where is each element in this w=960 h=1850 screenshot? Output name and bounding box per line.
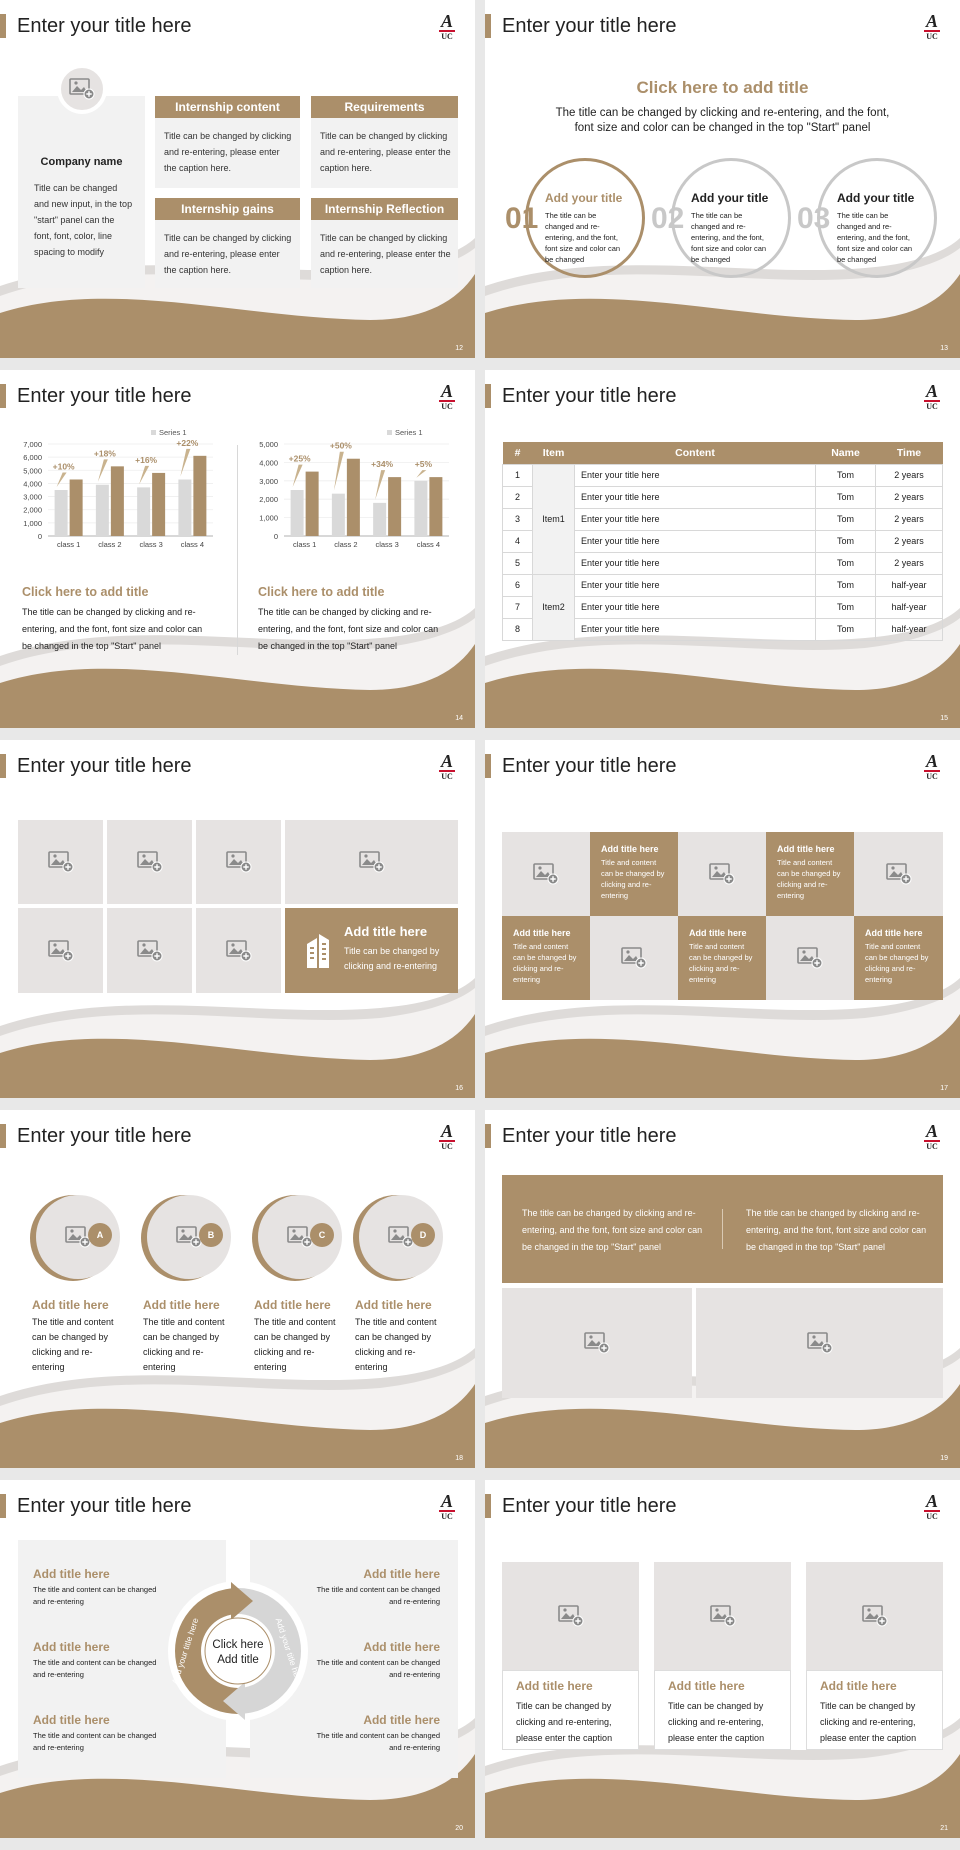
image-placeholder[interactable] [196, 820, 281, 904]
info-tile [766, 832, 854, 916]
feature-number: 03 [797, 202, 831, 235]
tile-text: Title and content can be changed by clicking and re-entering [601, 858, 665, 900]
tile-text: Title and content can be changed by clicking and re-entering [689, 942, 753, 984]
image-placeholder[interactable] [502, 832, 590, 916]
x-tick-label: class 2 [98, 540, 122, 549]
point-title: Add title here [33, 1567, 110, 1581]
chart-heading: Click here to add title [258, 585, 385, 599]
letter-badge: A [88, 1223, 112, 1247]
image-placeholder-icon [862, 1605, 888, 1627]
y-tick-label: 7,000 [23, 440, 42, 449]
image-placeholder-icon [886, 863, 912, 885]
bar [388, 477, 401, 536]
point-text: The title and content can be changed and re-entering [316, 1585, 440, 1606]
image-placeholder[interactable] [854, 832, 943, 916]
x-tick-label: class 4 [180, 540, 205, 549]
y-tick-label: 3,000 [259, 476, 278, 486]
table-row: 8 Enter your title here Tom half-year [503, 618, 943, 640]
image-placeholder-icon [558, 1605, 584, 1627]
page-number: 15 [940, 715, 948, 722]
table-row: 3 Enter your title here Tom 2 years [503, 508, 943, 530]
legend-swatch [387, 430, 392, 435]
table-row: 1 Item1 Enter your title here Tom 2 years [503, 464, 943, 486]
image-placeholder[interactable] [678, 832, 766, 916]
card-text: Title can be changed by clicking and re-entering, please enter the caption here. [320, 233, 451, 275]
y-tick-label: 4,000 [23, 479, 42, 489]
decorative-wave [0, 978, 475, 1098]
section-subtitle: The title can be changed by clicking and re-entering, and the font, font size and color can be changed in the top "Start" panel [555, 107, 890, 134]
image-placeholder-icon [709, 863, 735, 885]
page-number: 20 [455, 1825, 463, 1832]
slide-title: Enter your title here [0, 384, 192, 408]
bar [291, 490, 304, 536]
trend-arrow [57, 472, 67, 487]
y-tick-label: 1,000 [259, 513, 278, 523]
group-label: Item2 [533, 574, 575, 640]
page-number: 21 [940, 1825, 948, 1832]
highlight-box [285, 908, 458, 993]
feature-text: The title can be changed and re-entering, and the font, font size and color can be changed [545, 211, 621, 264]
item-title: Add title here [143, 1298, 220, 1312]
card-title: Add title here [668, 1679, 745, 1693]
highlight-text: Title can be changed by clicking and re-entering [344, 946, 440, 971]
tile-title: Add title here [865, 928, 923, 938]
card-caption [806, 1670, 943, 1750]
item-text: The title and content can be changed by clicking and re-entering [32, 1317, 114, 1372]
slide-title: Enter your title here [485, 14, 677, 38]
slide-12[interactable] [0, 0, 475, 358]
trend-arrow [293, 465, 303, 487]
table-row: 6 Item2 Enter your title here Tom half-year [503, 574, 943, 596]
logo: A UC [440, 11, 453, 41]
slide-16[interactable] [0, 740, 475, 1098]
point-title: Add title here [33, 1713, 110, 1727]
banner-divider [722, 1209, 723, 1249]
feature-number: 01 [505, 202, 539, 235]
slide-title: Enter your title here [0, 754, 192, 778]
image-placeholder-icon [226, 851, 252, 873]
bar-chart [244, 426, 459, 556]
y-tick-label: 4,000 [259, 458, 278, 468]
arc-label-right: Add your title here [273, 1616, 305, 1686]
image-placeholder-icon [533, 863, 559, 885]
page-number: 18 [455, 1455, 463, 1462]
text-banner [502, 1175, 943, 1283]
tile-title: Add title here [513, 928, 571, 938]
table-row: 5 Enter your title here Tom 2 years [503, 552, 943, 574]
growth-annotation: +5% [414, 459, 432, 470]
page-number: 12 [455, 345, 463, 352]
chart-heading: Click here to add title [22, 585, 149, 599]
logo: A UC [925, 381, 938, 411]
image-placeholder-icon [359, 851, 385, 873]
card-title: Add title here [516, 1679, 593, 1693]
growth-annotation: +16% [135, 454, 158, 465]
tile-title: Add title here [777, 844, 835, 854]
feature-title: Add your title [545, 191, 623, 205]
growth-annotation: +25% [288, 453, 311, 464]
column-header: Name [816, 442, 876, 464]
info-tile [678, 916, 766, 1000]
column-header: Item [533, 442, 575, 464]
logo: A UC [925, 1121, 938, 1151]
slide-title: Enter your title here [0, 1124, 192, 1148]
section-heading: Click here to add title [636, 78, 809, 97]
image-placeholder-icon [65, 1226, 91, 1248]
bar [373, 503, 386, 536]
image-placeholder-icon [797, 947, 823, 969]
item-text: The title and content can be changed by clicking and re-entering [254, 1317, 336, 1372]
table-row: 4 Enter your title here Tom 2 years [503, 530, 943, 552]
image-placeholder[interactable] [806, 1562, 943, 1670]
item-title: Add title here [254, 1298, 331, 1312]
x-tick-label: class 4 [416, 540, 441, 549]
logo: A UC [440, 1491, 453, 1521]
point-text: The title and content can be changed and re-entering [316, 1658, 440, 1679]
logo: A UC [440, 381, 453, 411]
page-number: 16 [455, 1085, 463, 1092]
image-placeholder-icon [48, 940, 74, 962]
logo: A UC [440, 1121, 453, 1151]
bar [306, 472, 319, 536]
card-title: Internship gains [155, 198, 300, 220]
letter-badge: B [199, 1223, 223, 1247]
bar [429, 477, 442, 536]
item-text: The title and content can be changed by clicking and re-entering [143, 1317, 225, 1372]
image-placeholder-icon [584, 1332, 610, 1354]
image-placeholder-icon [137, 940, 163, 962]
highlight-title: Add title here [344, 924, 428, 939]
image-placeholder-icon [69, 78, 95, 100]
feature-number: 02 [651, 202, 685, 235]
image-placeholder[interactable] [502, 1288, 692, 1398]
column-header: # [503, 442, 533, 464]
arc-label-left: Add your title here [169, 1616, 201, 1686]
legend-label: Series 1 [395, 428, 423, 437]
image-placeholder-icon [388, 1226, 414, 1248]
image-placeholder-icon [137, 851, 163, 873]
slide-title: Enter your title here [0, 14, 192, 38]
logo: A UC [925, 11, 938, 41]
item-text: The title and content can be changed by clicking and re-entering [355, 1317, 437, 1372]
card-caption [502, 1670, 639, 1750]
slide-20[interactable] [0, 1480, 475, 1838]
image-placeholder[interactable] [107, 908, 192, 993]
bar [332, 494, 345, 536]
tile-text: Title and content can be changed by clicking and re-entering [865, 942, 929, 984]
card-title: Internship content [155, 96, 300, 118]
bar [152, 473, 165, 536]
y-tick-label: 0 [273, 532, 278, 541]
info-tile [590, 832, 678, 916]
logo: A UC [440, 751, 453, 781]
point-text: The title and content can be changed and re-entering [33, 1731, 157, 1752]
column-header: Time [876, 442, 943, 464]
company-text: Title can be changed and new input, in the top "start" panel can the font, font, color, line spacing to modify [34, 183, 133, 257]
company-name: Company name [40, 156, 123, 168]
x-tick-label: class 1 [292, 540, 317, 549]
slide-title: Enter your title here [485, 1124, 677, 1148]
image-placeholder-icon [226, 940, 252, 962]
slide-19[interactable] [485, 1110, 960, 1468]
building-icon [303, 930, 333, 970]
point-title: Add title here [363, 1640, 440, 1654]
slide-title: Enter your title here [0, 1494, 192, 1518]
feature-text: The title can be changed and re-entering, and the font, font size and color can be changed [837, 211, 913, 264]
card-title: Add title here [820, 1679, 897, 1693]
image-placeholder[interactable] [590, 916, 678, 1000]
slide-title: Enter your title here [485, 384, 677, 408]
point-title: Add title here [363, 1567, 440, 1581]
image-placeholder-icon [621, 947, 647, 969]
cycle-center-label: Click here Add title [212, 1639, 264, 1666]
growth-annotation: +34% [371, 459, 394, 470]
bar [96, 485, 109, 536]
trend-arrow [180, 449, 190, 477]
y-tick-label: 6,000 [23, 453, 42, 463]
banner-text: The title can be changed by clicking and re-entering, and the font, font size and color can be changed in the top "Start" panel [522, 1208, 703, 1252]
growth-annotation: +18% [93, 448, 116, 459]
growth-annotation: +22% [176, 437, 199, 448]
image-placeholder[interactable] [696, 1288, 943, 1398]
y-tick-label: 5,000 [259, 440, 278, 449]
point-title: Add title here [363, 1713, 440, 1727]
page-number: 17 [940, 1085, 948, 1092]
image-placeholder[interactable] [285, 820, 458, 904]
letter-badge: C [310, 1223, 334, 1247]
banner-text: The title can be changed by clicking and re-entering, and the font, font size and color can be changed in the top "Start" panel [746, 1208, 927, 1252]
slide-15[interactable] [485, 370, 960, 728]
item-title: Add title here [32, 1298, 109, 1312]
info-tile [502, 916, 590, 1000]
logo: A UC [925, 1491, 938, 1521]
y-tick-label: 1,000 [23, 518, 42, 528]
slide-21[interactable] [485, 1480, 960, 1838]
card-title: Internship Reflection [311, 198, 458, 220]
card-text: Title can be changed by clicking and re-entering, please enter the caption [668, 1701, 765, 1743]
divider [237, 445, 238, 655]
bar [414, 481, 427, 536]
image-placeholder-icon [176, 1226, 202, 1248]
x-tick-label: class 3 [139, 540, 163, 549]
bar [55, 490, 68, 536]
slide-13[interactable] [485, 0, 960, 358]
growth-annotation: +10% [52, 461, 75, 472]
x-tick-label: class 2 [334, 540, 358, 549]
image-placeholder[interactable] [502, 1562, 639, 1670]
point-text: The title and content can be changed and re-entering [33, 1658, 157, 1679]
bar [178, 479, 191, 536]
image-placeholder[interactable] [196, 908, 281, 993]
card-text: Title can be changed by clicking and re-entering, please enter the caption here. [164, 233, 292, 275]
bar [347, 459, 360, 536]
company-image-placeholder[interactable] [57, 64, 107, 114]
image-placeholder-icon [48, 851, 74, 873]
x-tick-label: class 1 [56, 540, 81, 549]
point-title: Add title here [33, 1640, 110, 1654]
bar [111, 466, 124, 536]
y-tick-label: 2,000 [23, 505, 42, 515]
table-row: 2 Enter your title here Tom 2 years [503, 486, 943, 508]
bar [70, 479, 83, 536]
tile-text: Title and content can be changed by clicking and re-entering [513, 942, 577, 984]
legend-label: Series 1 [159, 428, 187, 437]
column-header: Content [575, 442, 816, 464]
slide-title: Enter your title here [485, 1494, 677, 1518]
page-number: 19 [940, 1455, 948, 1462]
slide-14[interactable] [0, 370, 475, 728]
bar [193, 456, 206, 536]
image-placeholder[interactable] [654, 1562, 791, 1670]
card-text: Title can be changed by clicking and re-entering, please enter the caption [820, 1701, 917, 1743]
y-tick-label: 2,000 [259, 495, 278, 505]
y-tick-label: 0 [37, 532, 42, 541]
chart-text: The title can be changed by clicking and re-entering, and the font, font size and color can be changed in the top "Start" panel [22, 607, 203, 651]
image-placeholder-icon [287, 1226, 313, 1248]
point-text: The title and content can be changed and re-entering [33, 1585, 157, 1606]
card-caption [654, 1670, 791, 1750]
card-title: Requirements [311, 96, 458, 118]
trend-arrow [375, 470, 385, 500]
point-text: The title and content can be changed and re-entering [316, 1731, 440, 1752]
card-text: Title can be changed by clicking and re-entering, please enter the caption here. [164, 131, 292, 173]
growth-annotation: +50% [329, 440, 352, 451]
page-number: 13 [940, 345, 948, 352]
y-tick-label: 3,000 [23, 492, 42, 502]
y-tick-label: 5,000 [23, 466, 42, 476]
chart-text: The title can be changed by clicking and re-entering, and the font, font size and color can be changed in the top "Start" panel [258, 607, 439, 651]
data-table [502, 442, 943, 641]
card-text: Title can be changed by clicking and re-entering, please enter the caption [516, 1701, 613, 1743]
image-placeholder[interactable] [18, 908, 103, 993]
slide-18[interactable] [0, 1110, 475, 1468]
bar-chart [8, 426, 223, 556]
item-title: Add title here [355, 1298, 432, 1312]
tile-text: Title and content can be changed by clicking and re-entering [777, 858, 841, 900]
trend-arrow [139, 466, 149, 484]
image-placeholder[interactable] [18, 820, 103, 904]
x-tick-label: class 3 [375, 540, 399, 549]
slide-17[interactable] [485, 740, 960, 1098]
bar [137, 487, 150, 536]
trend-arrow [334, 452, 344, 491]
image-placeholder-icon [710, 1605, 736, 1627]
trend-arrow [416, 470, 426, 478]
table-header-row [503, 442, 943, 464]
tile-title: Add title here [601, 844, 659, 854]
table-row: 7 Enter your title here Tom half-year [503, 596, 943, 618]
page-number: 14 [455, 715, 463, 722]
card-text: Title can be changed by clicking and re-entering, please enter the caption here. [320, 131, 451, 173]
letter-badge: D [411, 1223, 435, 1247]
group-label: Item1 [533, 464, 575, 574]
image-placeholder[interactable] [107, 820, 192, 904]
tile-title: Add title here [689, 928, 747, 938]
feature-title: Add your title [837, 191, 915, 205]
slide-title: Enter your title here [485, 754, 677, 778]
info-tile [854, 916, 943, 1000]
feature-text: The title can be changed and re-entering, and the font, font size and color can be changed [691, 211, 767, 264]
legend-swatch [151, 430, 156, 435]
image-placeholder-icon [807, 1332, 833, 1354]
logo: A UC [925, 751, 938, 781]
image-placeholder[interactable] [766, 916, 854, 1000]
feature-title: Add your title [691, 191, 769, 205]
